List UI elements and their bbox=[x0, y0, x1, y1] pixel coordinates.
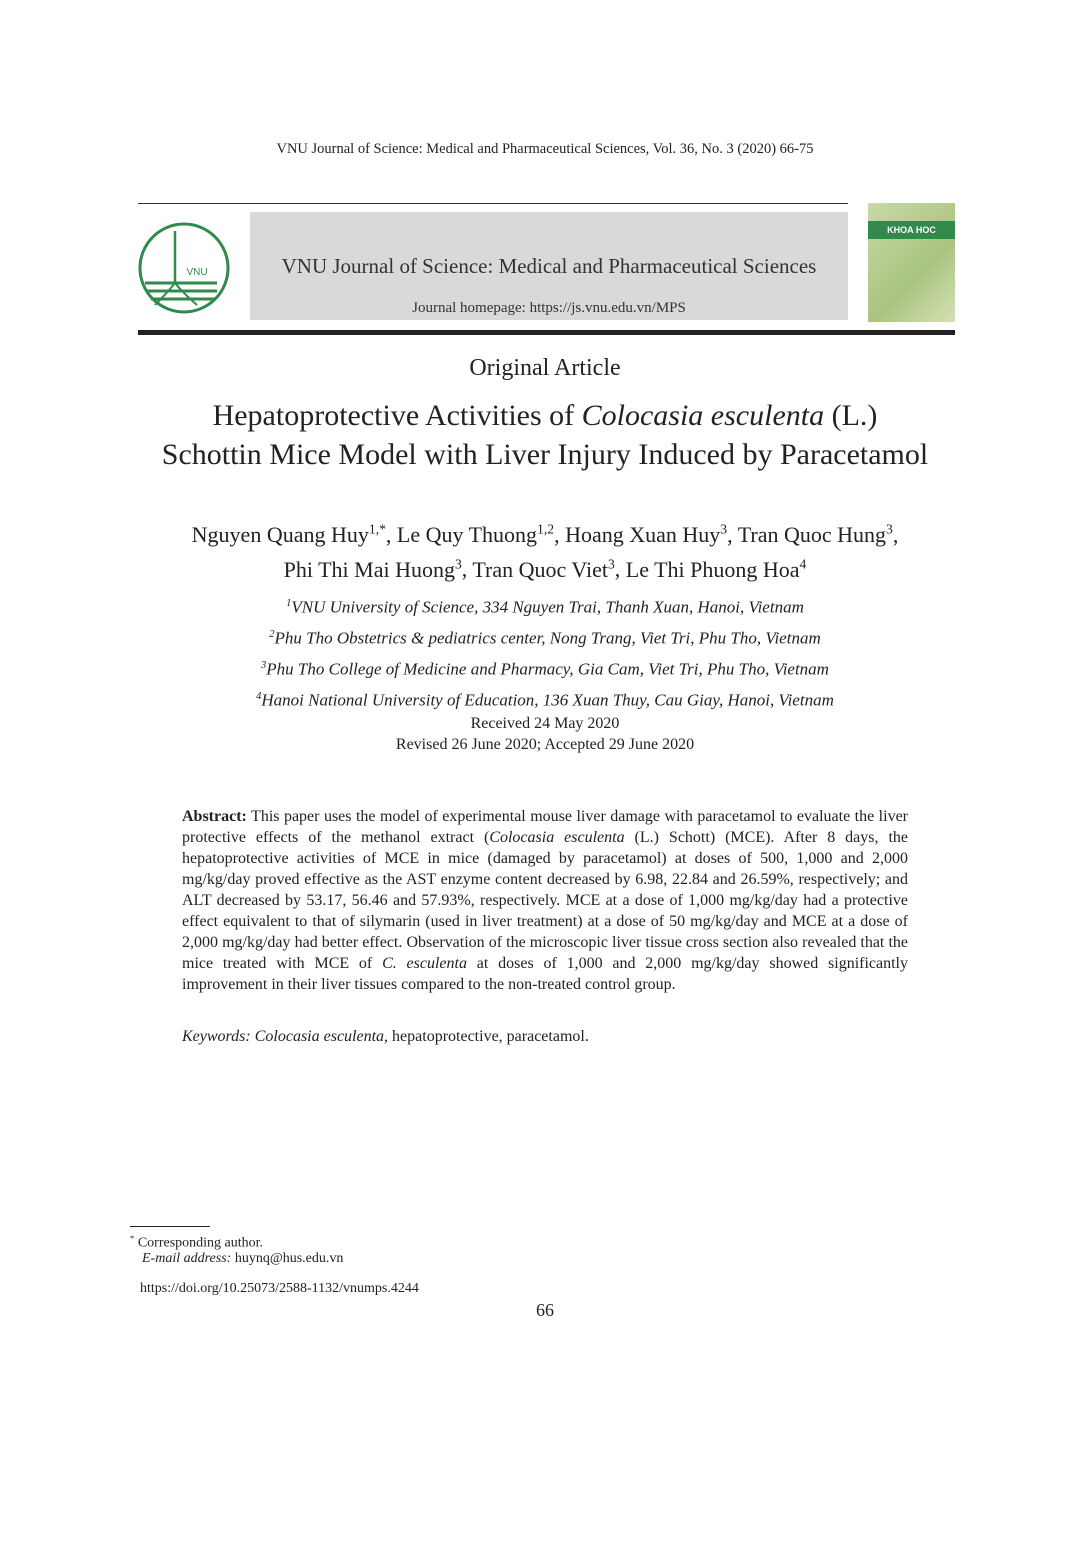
journal-title: VNU Journal of Science: Medical and Pharmaceutical Sciences bbox=[281, 254, 817, 278]
affiliation: $^3$Phu Tho College of Medicine and Pharmacy, Gia Cam, Viet Tri, Phu Tho, Vietnam bbox=[261, 659, 829, 679]
received-date: Received 24 May 2020 bbox=[470, 715, 620, 732]
affiliation: $^1$VNU University of Science, 334 Nguyen Trai, Thanh Xuan, Hanoi, Vietnam bbox=[286, 597, 804, 617]
footnote-divider bbox=[130, 1226, 210, 1227]
journal-banner bbox=[250, 212, 848, 320]
journal-homepage: Journal homepage: https://js.vnu.edu.vn/MPS bbox=[412, 300, 686, 316]
doi-link[interactable]: https://doi.org/10.25073/2588-1132/vnumps.4244 bbox=[140, 1281, 419, 1296]
title-text: Schottin Mice Model with Liver Injury Induced by Paracetamol bbox=[161, 438, 929, 471]
author-list: Nguyen Quang Huy$^{1,*}$, Le Quy Thuong$^{1,2}$, Hoang Xuan Huy$^3$, Tran Quoc Hung$^3$, Phi Thi Mai Huong$^3$, Tran Quoc Viet$^3$, Le Thi Phuong Hoa$^4$ bbox=[191, 522, 899, 582]
vnu-logo-icon bbox=[137, 221, 231, 315]
abstract: Abstract: This paper uses the model of experimental mouse liver damage with paracetamol to evaluate the liver protective effects of the methanol extract (Colocasia esculenta (L.) Schott) (MCE). After 8 days, the hepatoprotective activities of MCE in mice (damaged by paracetamol) at doses of 500, 1,000 and 2,000 mg/kg/day proved effective as the AST enzyme content decreased by 6.98, 22.84 and 26.59%, respectively; and ALT decreased by 53.17, 56.46 and 57.93%, respectively. MCE at a dose of 1,000 mg/kg/day had a protective effect equivalent to that of silymarin (used in liver treatment) at a dose of 50 mg/kg/day and MCE at a dose of 2,000 mg/kg/day had better effect. Observation of the microscopic liver tissue cross section also revealed that the mice treated with MCE of C. esculenta at doses of 1,000 and 2,000 mg/kg/day showed significantly improvement in their liver tissues compared to the non-treated control group. bbox=[182, 808, 909, 993]
cover-title: KHOA HOC bbox=[868, 221, 955, 239]
author: Phi Thi Mai Huong$^3$ bbox=[283, 556, 462, 582]
footnote-corresponding: * Corresponding author. bbox=[130, 1233, 264, 1251]
keywords-label: Keywords: bbox=[182, 1028, 255, 1045]
article-type: Original Article bbox=[469, 355, 621, 381]
author: Le Thi Phuong Hoa$^4$ bbox=[625, 556, 807, 582]
title-text: (L.) bbox=[824, 399, 878, 432]
running-header: VNU Journal of Science: Medical and Pharmaceutical Sciences, Vol. 36, No. 3 (2020) 66-75 bbox=[276, 141, 814, 157]
author: Tran Quoc Hung$^3$ bbox=[737, 522, 893, 548]
divider bbox=[138, 203, 848, 204]
footnote-email: E-mail address: huynq@hus.edu.vn bbox=[142, 1251, 344, 1266]
author: Hoang Xuan Huy$^3$ bbox=[565, 522, 728, 548]
journal-cover-image bbox=[868, 203, 955, 322]
thick-divider bbox=[138, 330, 955, 335]
email-link[interactable]: huynq@hus.edu.vn bbox=[231, 1251, 344, 1266]
logo-text: VNU bbox=[186, 267, 208, 278]
title-text: Hepatoprotective Activities of bbox=[212, 399, 582, 432]
affiliation: $^2$Phu Tho Obstetrics & pediatrics center, Nong Trang, Viet Tri, Phu Tho, Vietnam bbox=[269, 628, 821, 648]
abstract-label: Abstract: bbox=[182, 808, 247, 825]
affiliations bbox=[0, 590, 1090, 715]
revised-accepted-date: Revised 26 June 2020; Accepted 29 June 2020 bbox=[395, 736, 695, 753]
author: Nguyen Quang Huy$^{1,*}$ bbox=[191, 522, 386, 548]
author: Le Quy Thuong$^{1,2}$ bbox=[396, 522, 555, 548]
title-species: Colocasia esculenta bbox=[581, 399, 825, 432]
dates bbox=[0, 713, 1090, 755]
author: Tran Quoc Viet$^3$ bbox=[472, 556, 615, 582]
keywords: Keywords: Colocasia esculenta, hepatoprotective, paracetamol. bbox=[182, 1028, 589, 1045]
affiliation: $^4$Hanoi National University of Education, 136 Xuan Thuy, Cau Giay, Hanoi, Vietnam bbox=[256, 691, 834, 711]
paper-title bbox=[0, 396, 1090, 474]
page-number: 66 bbox=[536, 1300, 554, 1320]
